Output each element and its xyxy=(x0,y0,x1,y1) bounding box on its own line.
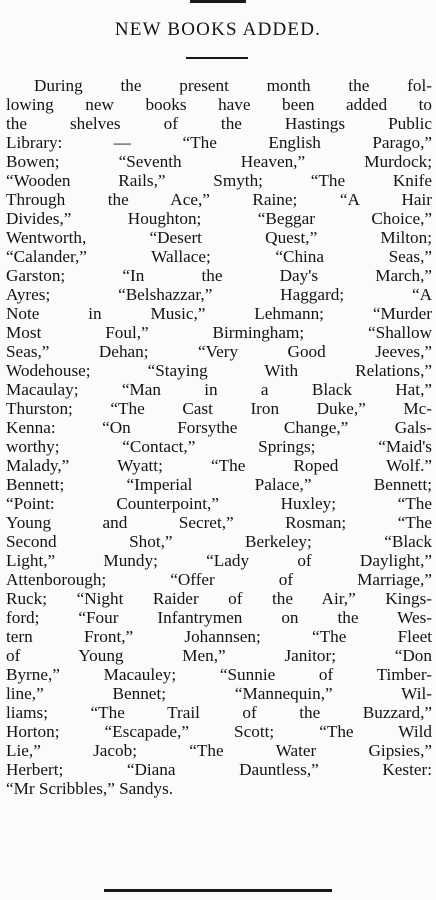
article-line: of Young Men,” Janitor; “Don xyxy=(6,646,432,665)
article-line: ford; “Four Infantrymen on the Wes- xyxy=(6,608,432,627)
article-line: Herbert; “Diana Dauntless,” Kester: xyxy=(6,760,432,779)
article-line: line,” Bennet; “Mannequin,” Wil- xyxy=(6,684,432,703)
article-line: Kenna: “On Forsythe Change,” Gals- xyxy=(6,418,432,437)
article-line: Bennett; “Imperial Palace,” Bennett; xyxy=(6,475,432,494)
article-line: Second Shot,” Berkeley; “Black xyxy=(6,532,432,551)
article-line: liams; “The Trail of the Buzzard,” xyxy=(6,703,432,722)
article-line: Divides,” Houghton; “Beggar Choice,” xyxy=(6,209,432,228)
article-line: During the present month the fol- xyxy=(34,76,432,95)
article-line: Young and Secret,” Rosman; “The xyxy=(6,513,432,532)
article-line: Malady,” Wyatt; “The Roped Wolf.” xyxy=(6,456,432,475)
article-line: Ruck; “Night Raider of the Air,” Kings- xyxy=(6,589,432,608)
article-line: tern Front,” Johannsen; “The Fleet xyxy=(6,627,432,646)
bottom-rule xyxy=(104,889,332,892)
article-line: Library: — “The English Parago,” xyxy=(6,133,432,152)
article-line: Thurston; “The Cast Iron Duke,” Mc- xyxy=(6,399,432,418)
article-line: “Wooden Rails,” Smyth; “The Knife xyxy=(6,171,432,190)
article-line: Note in Music,” Lehmann; “Murder xyxy=(6,304,432,323)
article-line: Wentworth, “Desert Quest,” Milton; xyxy=(6,228,432,247)
article-line: “Point: Counterpoint,” Huxley; “The xyxy=(6,494,432,513)
headline-rule xyxy=(186,57,248,59)
article-line: Ayres; “Belshazzar,” Haggard; “A xyxy=(6,285,432,304)
article-line: Byrne,” Macauley; “Sunnie of Timber- xyxy=(6,665,432,684)
article-body xyxy=(6,76,432,798)
article-line: Lie,” Jacob; “The Water Gipsies,” xyxy=(6,741,432,760)
article-line: Bowen; “Seventh Heaven,” Murdock; xyxy=(6,152,432,171)
headline: NEW BOOKS ADDED. xyxy=(114,19,322,40)
article-line: “Mr Scribbles,” Sandys. xyxy=(6,779,174,798)
article-line: Seas,” Dehan; “Very Good Jeeves,” xyxy=(6,342,432,361)
article-line: Garston; “In the Day's March,” xyxy=(6,266,432,285)
article-line: Horton; “Escapade,” Scott; “The Wild xyxy=(6,722,432,741)
article-line: Most Foul,” Birmingham; “Shallow xyxy=(6,323,432,342)
article-line: Macaulay; “Man in a Black Hat,” xyxy=(6,380,432,399)
article-line: “Calander,” Wallace; “China Seas,” xyxy=(6,247,432,266)
article-line: Light,” Mundy; “Lady of Daylight,” xyxy=(6,551,432,570)
article-line: worthy; “Contact,” Springs; “Maid's xyxy=(6,437,432,456)
article-line: lowing new books have been added to xyxy=(6,95,432,114)
top-rule xyxy=(190,0,246,3)
article-line: Through the Ace,” Raine; “A Hair xyxy=(6,190,432,209)
article-line: the shelves of the Hastings Public xyxy=(6,114,432,133)
article-line: Attenborough; “Offer of Marriage,” xyxy=(6,570,432,589)
article-line: Wodehouse; “Staying With Relations,” xyxy=(6,361,432,380)
